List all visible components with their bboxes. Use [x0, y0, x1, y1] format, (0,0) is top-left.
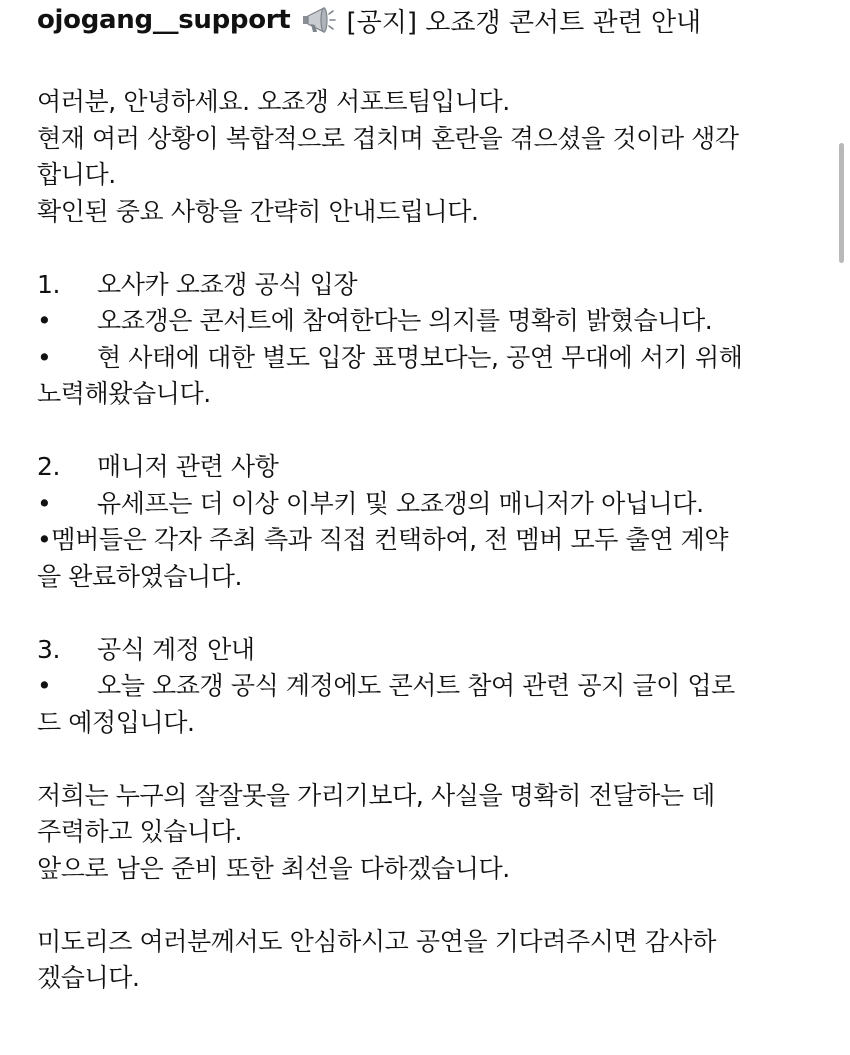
intro-line: 현재 여러 상황이 복합적으로 겹치며 혼란을 겪으셨을 것이라 생각: [37, 123, 739, 153]
bullet-dot: •: [37, 306, 52, 335]
paragraph-gap: [37, 595, 827, 632]
paragraph-gap: [37, 230, 827, 267]
bullet-text: 오죠갱은 콘서트에 참여한다는 의지를 명확히 밝혔습니다.: [97, 306, 713, 335]
section-heading-text: 매니저 관련 사항: [97, 452, 279, 481]
post-title: [공지] 오죠갱 콘서트 관련 안내: [346, 7, 702, 38]
bullet-dot: •: [37, 342, 52, 372]
bullet-item: [37, 303, 827, 340]
bullet-dot: •: [37, 671, 52, 700]
paragraph-gap: [37, 887, 827, 924]
intro-line: 확인된 중요 사항을 간략히 안내드립니다.: [37, 196, 479, 226]
bullet-item: [37, 340, 827, 377]
section-heading-text: 공식 계정 안내: [97, 634, 255, 664]
closing-line: 주력하고 있습니다.: [37, 817, 243, 846]
section-number: 3.: [37, 634, 61, 664]
bullet-text: 유세프는 더 이상 이부키 및 오죠갱의 매니저가 아닙니다.: [97, 488, 704, 518]
bullet-item: •멤버들은 각자 주최 측과 직접 컨택하여, 전 멤버 모두 출연 계약: [37, 525, 729, 554]
closing-line: 겠습니다.: [37, 963, 140, 992]
bullet-item: [37, 486, 827, 523]
bullet-dot: •: [37, 488, 52, 518]
section-number: 1.: [37, 269, 61, 299]
section-heading: [37, 449, 827, 486]
paragraph-gap: [37, 413, 827, 450]
bullet-continuation: 드 예정입니다.: [37, 707, 195, 737]
section-heading: [37, 632, 827, 669]
post-caption-container: [37, 0, 827, 997]
closing-line: 앞으로 남은 준비 또한 최선을 다하겠습니다.: [37, 853, 510, 883]
username-link[interactable]: ojogang__support: [37, 5, 291, 35]
bullet-text: 현 사태에 대한 별도 입장 표명보다는, 공연 무대에 서기 위해: [97, 342, 743, 372]
caption-body: [37, 84, 827, 997]
megaphone-icon: [300, 5, 336, 35]
section-heading-text: 오사카 오죠갱 공식 입장: [97, 269, 358, 299]
bullet-item: [37, 668, 827, 705]
section-number: 2.: [37, 452, 61, 481]
intro-line: 합니다.: [37, 160, 116, 189]
bullet-continuation: 을 완료하였습니다.: [37, 561, 243, 591]
vertical-scrollbar[interactable]: [839, 143, 844, 263]
intro-line: 여러분, 안녕하세요. 오죠갱 서포트팀입니다.: [37, 87, 510, 116]
closing-line: 저희는 누구의 잘잘못을 가리기보다, 사실을 명확히 전달하는 데: [37, 780, 715, 810]
section-heading: [37, 267, 827, 304]
closing-line: 미도리즈 여러분께서도 안심하시고 공연을 기다려주시면 감사하: [37, 926, 716, 956]
post-header: [37, 0, 827, 40]
bullet-text: 오늘 오죠갱 공식 계정에도 콘서트 참여 관련 공지 글이 업로: [97, 671, 735, 700]
paragraph-gap: [37, 741, 827, 778]
bullet-continuation: 노력해왔습니다.: [37, 379, 211, 408]
